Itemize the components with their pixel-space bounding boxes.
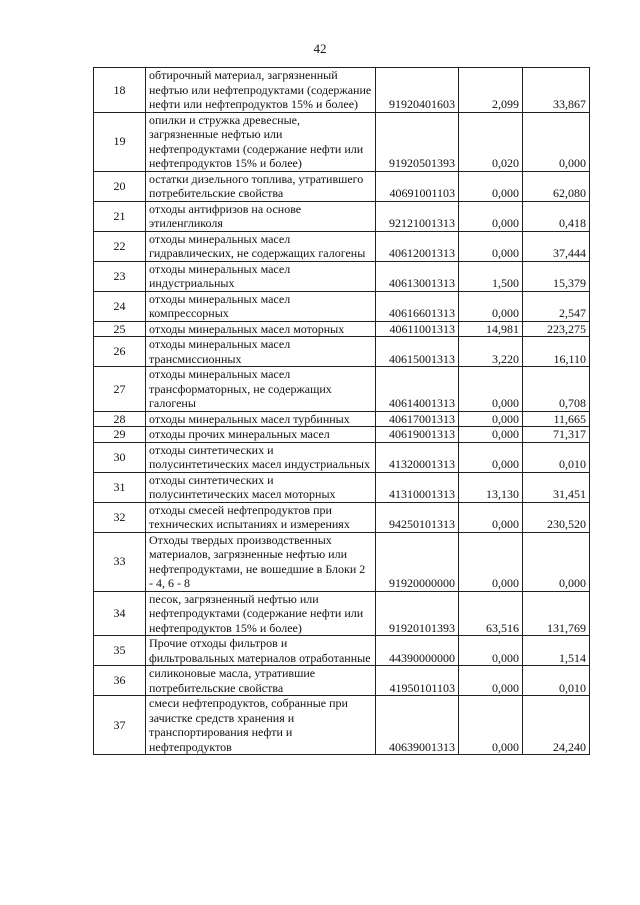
row-number-cell: 34 [94, 591, 146, 636]
waste-name-cell: отходы минеральных масел индустриальных [146, 261, 376, 291]
table-row [94, 291, 590, 321]
waste-code-cell: 41320001313 [376, 442, 459, 472]
value2-cell: 62,080 [523, 171, 590, 201]
table-row [94, 231, 590, 261]
value1-cell: 63,516 [459, 591, 523, 636]
waste-code-cell: 40611001313 [376, 321, 459, 337]
table-row [94, 666, 590, 696]
waste-code-cell: 94250101313 [376, 502, 459, 532]
waste-name-cell: отходы прочих минеральных масел [146, 427, 376, 443]
table-row [94, 367, 590, 412]
waste-name-cell: отходы антифризов на основе этиленгликоля [146, 201, 376, 231]
value1-cell: 0,000 [459, 411, 523, 427]
waste-code-cell: 40639001313 [376, 696, 459, 755]
waste-code-cell: 40614001313 [376, 367, 459, 412]
value1-cell: 0,000 [459, 666, 523, 696]
row-number-cell: 26 [94, 337, 146, 367]
table-row [94, 696, 590, 755]
table-row [94, 427, 590, 443]
waste-code-cell: 91920000000 [376, 532, 459, 591]
table-row [94, 532, 590, 591]
table-row [94, 442, 590, 472]
waste-name-cell: песок, загрязненный нефтью или нефтепродуктами (содержание нефти или нефтепродуктов 15% и более) [146, 591, 376, 636]
value1-cell: 1,500 [459, 261, 523, 291]
table-row [94, 112, 590, 171]
value1-cell: 0,000 [459, 171, 523, 201]
waste-name-cell: отходы синтетических и полусинтетических масел моторных [146, 472, 376, 502]
row-number-cell: 29 [94, 427, 146, 443]
value1-cell: 0,000 [459, 502, 523, 532]
table-row [94, 411, 590, 427]
row-number-cell: 30 [94, 442, 146, 472]
value2-cell: 33,867 [523, 68, 590, 113]
row-number-cell: 35 [94, 636, 146, 666]
row-number-cell: 36 [94, 666, 146, 696]
value1-cell: 2,099 [459, 68, 523, 113]
row-number-cell: 28 [94, 411, 146, 427]
table-row [94, 502, 590, 532]
value1-cell: 0,020 [459, 112, 523, 171]
waste-name-cell: силиконовые масла, утратившие потребительские свойства [146, 666, 376, 696]
waste-name-cell: Отходы твердых производственных материалов, загрязненные нефтью или нефтепродуктами, не вошедшие в Блоки 2 - 4, 6 - 8 [146, 532, 376, 591]
waste-code-cell: 40613001313 [376, 261, 459, 291]
waste-code-cell: 92121001313 [376, 201, 459, 231]
value1-cell: 0,000 [459, 532, 523, 591]
value2-cell: 11,665 [523, 411, 590, 427]
value1-cell: 13,130 [459, 472, 523, 502]
row-number-cell: 22 [94, 231, 146, 261]
value2-cell: 223,275 [523, 321, 590, 337]
value1-cell: 0,000 [459, 636, 523, 666]
waste-code-cell: 40615001313 [376, 337, 459, 367]
row-number-cell: 32 [94, 502, 146, 532]
waste-name-cell: обтирочный материал, загрязненный нефтью или нефтепродуктами (содержание нефти или нефтепродуктов 15% и более) [146, 68, 376, 113]
waste-code-cell: 91920101393 [376, 591, 459, 636]
value2-cell: 131,769 [523, 591, 590, 636]
waste-code-cell: 44390000000 [376, 636, 459, 666]
waste-name-cell: Прочие отходы фильтров и фильтровальных материалов отработанные [146, 636, 376, 666]
row-number-cell: 37 [94, 696, 146, 755]
value2-cell: 0,418 [523, 201, 590, 231]
row-number-cell: 20 [94, 171, 146, 201]
row-number-cell: 31 [94, 472, 146, 502]
value2-cell: 0,010 [523, 442, 590, 472]
value2-cell: 0,010 [523, 666, 590, 696]
value1-cell: 0,000 [459, 291, 523, 321]
row-number-cell: 27 [94, 367, 146, 412]
table-row [94, 201, 590, 231]
value1-cell: 3,220 [459, 337, 523, 367]
row-number-cell: 18 [94, 68, 146, 113]
value1-cell: 0,000 [459, 696, 523, 755]
row-number-cell: 23 [94, 261, 146, 291]
row-number-cell: 19 [94, 112, 146, 171]
waste-table [93, 67, 590, 755]
value2-cell: 24,240 [523, 696, 590, 755]
waste-code-cell: 91920501393 [376, 112, 459, 171]
waste-name-cell: отходы минеральных масел компрессорных [146, 291, 376, 321]
value2-cell: 16,110 [523, 337, 590, 367]
waste-name-cell: отходы минеральных масел моторных [146, 321, 376, 337]
value1-cell: 14,981 [459, 321, 523, 337]
value1-cell: 0,000 [459, 427, 523, 443]
waste-code-cell: 40616601313 [376, 291, 459, 321]
waste-code-cell: 91920401603 [376, 68, 459, 113]
value2-cell: 0,708 [523, 367, 590, 412]
value2-cell: 2,547 [523, 291, 590, 321]
row-number-cell: 24 [94, 291, 146, 321]
value2-cell: 0,000 [523, 112, 590, 171]
value2-cell: 71,317 [523, 427, 590, 443]
table-row [94, 171, 590, 201]
waste-name-cell: отходы минеральных масел турбинных [146, 411, 376, 427]
waste-name-cell: отходы смесей нефтепродуктов при технических испытаниях и измерениях [146, 502, 376, 532]
waste-name-cell: отходы синтетических и полусинтетических масел индустриальных [146, 442, 376, 472]
waste-code-cell: 41950101103 [376, 666, 459, 696]
table-row [94, 261, 590, 291]
waste-name-cell: отходы минеральных масел гидравлических, не содержащих галогены [146, 231, 376, 261]
page-number: 42 [313, 41, 327, 56]
waste-name-cell: смеси нефтепродуктов, собранные при зачистке средств хранения и транспортирования нефти и нефтепродуктов [146, 696, 376, 755]
waste-code-cell: 40612001313 [376, 231, 459, 261]
table-row [94, 636, 590, 666]
value1-cell: 0,000 [459, 201, 523, 231]
value1-cell: 0,000 [459, 367, 523, 412]
row-number-cell: 25 [94, 321, 146, 337]
waste-name-cell: опилки и стружка древесные, загрязненные нефтью или нефтепродуктами (содержание нефти или нефтепродуктов 15% и более) [146, 112, 376, 171]
waste-code-cell: 40617001313 [376, 411, 459, 427]
value2-cell: 230,520 [523, 502, 590, 532]
value2-cell: 0,000 [523, 532, 590, 591]
table-row [94, 472, 590, 502]
waste-name-cell: отходы минеральных масел трансформаторных, не содержащих галогены [146, 367, 376, 412]
table-row [94, 591, 590, 636]
waste-code-cell: 41310001313 [376, 472, 459, 502]
waste-code-cell: 40619001313 [376, 427, 459, 443]
value2-cell: 37,444 [523, 231, 590, 261]
value1-cell: 0,000 [459, 442, 523, 472]
table-row [94, 321, 590, 337]
waste-code-cell: 40691001103 [376, 171, 459, 201]
value1-cell: 0,000 [459, 231, 523, 261]
waste-name-cell: остатки дизельного топлива, утратившего потребительские свойства [146, 171, 376, 201]
value2-cell: 31,451 [523, 472, 590, 502]
value2-cell: 1,514 [523, 636, 590, 666]
waste-name-cell: отходы минеральных масел трансмиссионных [146, 337, 376, 367]
value2-cell: 15,379 [523, 261, 590, 291]
waste-table-body [94, 68, 590, 755]
row-number-cell: 33 [94, 532, 146, 591]
row-number-cell: 21 [94, 201, 146, 231]
table-row [94, 337, 590, 367]
table-row [94, 68, 590, 113]
